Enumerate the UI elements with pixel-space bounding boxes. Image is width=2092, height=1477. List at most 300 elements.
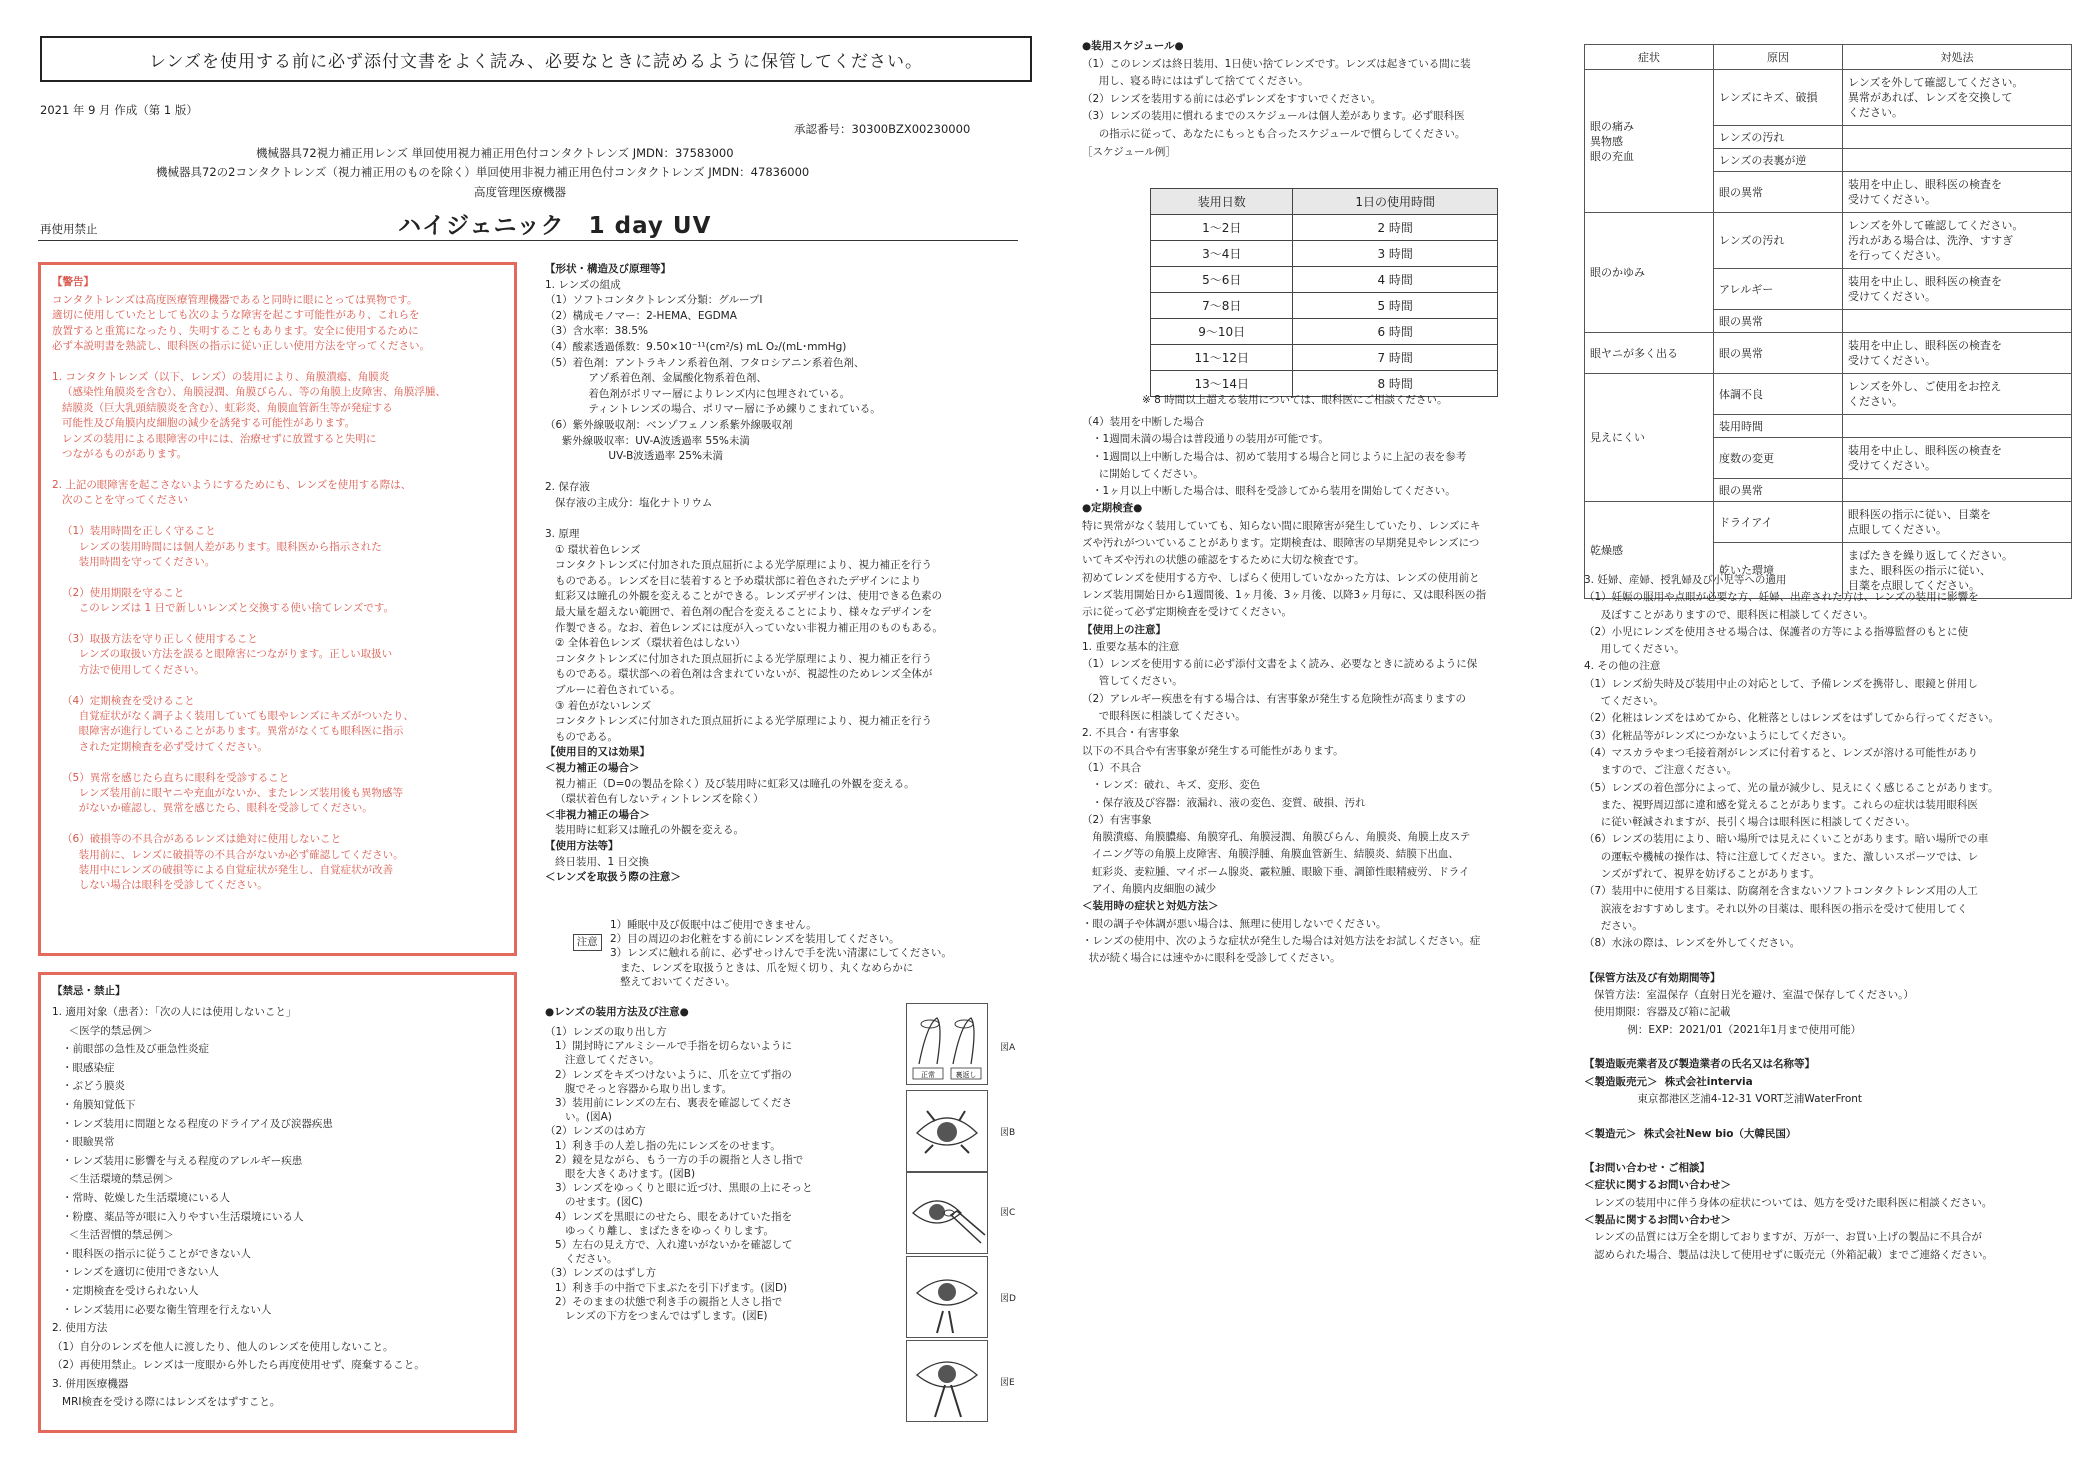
structure-line: ブルーに着色されている。 [545,684,681,697]
action-cell [1843,149,2072,172]
cause-cell: レンズの汚れ [1714,213,1843,269]
caution-line: また、レンズを取扱うときは、爪を短く切り、丸くなめらかに [610,961,914,974]
other-line: （5）レンズの着色部分によって、光の量が減少し、見えにくく感じることがあります。 [1584,781,1999,794]
structure-line: 【使用方法等】 [545,839,619,852]
structure-line: （環状着色有しないティントレンズを除く） [545,793,764,806]
warning-line [52,817,446,832]
schedule-intro [1082,38,1471,161]
cause-cell: レンズの表裏が逆 [1714,149,1843,172]
structure-line: 保存液の主成分：塩化ナトリウム [545,496,713,509]
figure-e [906,1340,988,1422]
other-line: 【お問い合わせ・ご相談】 [1584,1162,1710,1175]
action-cell [1843,479,2072,502]
other-line: （7）装用中に使用する目薬は、防腐剤を含まないソフトコンタクトレンズ用の人工 [1584,885,1978,898]
wear-line: 眼を大きくあけます。(図B) [545,1168,696,1181]
warning-line [52,509,446,524]
schedule-cell: 5～6日 [1151,267,1293,293]
other-line: （2）小児にレンズを使用させる場合は、保護者の方等による指導監督のもとに使 [1584,625,1969,638]
precaution-line: 管してください。 [1082,675,1183,688]
wear-line: 5）左右の見え方で、入れ違いがないかを確認して [545,1239,793,1252]
schedule-line: 用し、寝る時にははずして捨ててください。 [1082,75,1309,88]
symptom-row [1585,333,2072,374]
caution-line: 整えておいてください。 [610,975,736,988]
structure-line: 【使用目的又は効果】 [545,746,650,759]
structure-line: 着色剤がポリマー層によりレンズ内に包埋されている。 [545,387,851,400]
other-line: 認められた場合、製品は決して使用せずに販売元（外箱記載）までご連絡ください。 [1584,1248,1994,1261]
wear-line: 2）そのままの状態で利き手の親指と人さし指で [545,1295,783,1308]
precaution-line: （1）レンズを使用する前に必ず添付文書をよく読み、必要なときに読めるように保 [1082,658,1478,671]
schedule-cell: 2 時間 [1293,215,1498,241]
lens-check-illustration [907,1004,987,1084]
precaution-line: ・レンズ：破れ、キズ、変形、変色 [1082,779,1261,792]
precaution-line: に開始してください。 [1082,467,1204,480]
precaution-line: ・1ヶ月以上中断した場合は、眼科を受診してから装用を開始してください。 [1082,485,1456,498]
warning-title: 【警告】 [52,276,94,288]
structure-line: ＜視力補正の場合＞ [545,762,640,774]
precaution-line: イニング等の角膜上皮障害、角膜浮腫、角膜血管新生、結膜炎、結膜下出血、 [1082,848,1459,861]
warning-line [52,678,446,693]
figure-a [906,1003,988,1085]
caution-line: 2）目の周辺のお化粧をする前にレンズを装用してください。 [610,933,900,946]
precaution-line: （1）不具合 [1082,761,1142,774]
other-line: また、視野周辺部に違和感を覚えることがあります。これらの症状は装用眼科医 [1584,798,1978,811]
cause-cell: レンズにキズ、破損 [1714,70,1843,126]
warning-text [52,293,446,894]
jmdn-line-1: 機械器具72視力補正用レンズ 単回使用視力補正用色付コンタクトレンズ JMDN：37583000 [256,146,734,160]
schedule-line: （2）レンズを装用する前には必ずレンズをすすいでください。 [1082,92,1382,105]
action-cell: レンズを外して確認してください。 汚れがある場合は、洗浄、すすぎ を行ってください。 [1843,213,2072,269]
wear-line: 1）利き手の人差し指の先にレンズをのせます。 [545,1139,781,1152]
structure-line: 作製できる。なお、着色レンズには度が入っていない非視力補正用のものもある。 [545,621,943,634]
prohibition-line: ・ぶどう膜炎 [52,1080,126,1093]
schedule-row [1151,267,1498,293]
other-line: （8）水泳の際は、レンズを外してください。 [1584,937,1801,950]
precaution-line: で眼科医に相談してください。 [1082,710,1246,723]
prohibition-line: ・レンズを適切に使用できない人 [52,1266,219,1279]
schedule-head-days: 装用日数 [1151,189,1293,215]
symptom-head: 症状 [1585,45,1714,70]
cause-head: 原因 [1714,45,1843,70]
structure-line: 3. 原理 [545,528,580,541]
action-head: 対処法 [1843,45,2072,70]
wear-line: 3）レンズをゆっくりと眼に近づけ、黒眼の上にそっと [545,1182,813,1195]
prohibition-line: ・粉塵、薬品等が眼に入りやすい生活環境にいる人 [52,1210,304,1223]
other-line: 用してください。 [1584,643,1685,656]
schedule-head-hours: 1日の使用時間 [1293,189,1498,215]
schedule-cell: 11～12日 [1151,345,1293,371]
other-line: 使用期限：容器及び箱に記載 [1584,1006,1731,1019]
warning-line: 1. コンタクトレンズ（以下、レンズ）の装用により、角膜潰瘍、角膜炎 [52,371,390,384]
wear-line: 注意してください。 [545,1054,660,1067]
other-line: ださい。 [1584,919,1643,932]
other-line: 【保管方法及び有効期間等】 [1584,971,1721,984]
structure-line: 虹彩又は瞳孔の外観を変えることができる。レンズデザインは、使用できる色素の [545,590,942,603]
precaution-line: 以下の不具合や有害事象が発生する可能性があります。 [1082,744,1344,757]
structure-line: （5）着色剤：アントラキノン系着色剤、フタロシアニン系着色剤、 [545,356,865,369]
wear-line: 4）レンズを黒眼にのせたら、眼をあけていた指を [545,1210,793,1223]
warning-line: レンズの取扱い方法を誤ると眼障害につながります。正しい取扱い [52,648,393,661]
warning-line: 装用中にレンズの破損等による自覚症状が発生し、自覚症状が改善 [52,864,394,877]
warning-line: 装用前に、レンズに破損等の不具合がないか必ず確認してください。 [52,848,404,861]
warning-line: 次のことを守ってください [52,494,189,507]
other-line: に従い軽減されますが、長引く場合は眼科医に相談してください。 [1584,816,1916,829]
action-cell: レンズを外して確認してください。 異常があれば、レンズを交換して ください。 [1843,70,2072,126]
structure-line: ものである。レンズを目に装着すると予め環状部に着色されたデザインにより [545,574,922,587]
structure-line [545,512,943,528]
wear-line: 1）利き手の中指で下まぶたを引下げます。(図D) [545,1281,788,1294]
figure-d [906,1256,988,1338]
prohibition-title: 【禁忌・禁止】 [52,985,126,997]
warning-line: しない場合は眼科を受診してください。 [52,879,268,892]
figure-d-label: 図D [1000,1294,1016,1304]
wear-line: （3）レンズのはずし方 [545,1267,657,1280]
structure-line: ＜レンズを取扱う際の注意＞ [545,871,681,884]
warning-line: 放置すると重篤になったり、失明することもあります。安全に使用するために [52,324,419,337]
other-line [1584,1108,1999,1125]
warning-line: 眼障害が進行していることがあります。異常がなくても眼科医に指示 [52,725,404,738]
warning-line: 方法で使用してください。 [52,663,205,676]
action-cell: 装用を中止し、眼科医の検査を 受けてください。 [1843,333,2072,374]
header-rule [38,240,1018,241]
action-cell [1843,415,2072,438]
action-cell: レンズを外し、ご使用をお控え ください。 [1843,374,2072,415]
warning-line [52,617,446,632]
other-line: 涙液をおすすめします。それ以外の目薬は、眼科医の指示を受けて使用してく [1584,902,1968,915]
precaution-line: ●定期検査● [1082,502,1143,515]
precaution-line: レンズ装用開始日から1週間後、1ヶ月後、3ヶ月後、以降3ヶ月毎に、又は眼科医の指 [1082,588,1487,601]
schedule-cell: 3～4日 [1151,241,1293,267]
schedule-line: ［スケジュール例］ [1082,145,1176,158]
warning-line: つながるものがあります。 [52,448,188,461]
structure-line: コンタクトレンズに付加された頂点屈折による光学原理により、視力補正を行う [545,559,933,572]
pull-eyelid-illustration [907,1257,987,1337]
caution-line: 1）睡眠中及び仮眠中はご使用できません。 [610,919,817,931]
prohibition-line: ・常時、乾燥した生活環境にいる人 [52,1191,231,1204]
caution-tag-label: 注意 [573,934,602,952]
no-reuse-label: 再使用禁止 [40,222,98,236]
other-line: ＜製造元＞ 株式会社New bio（大韓民国） [1584,1127,1797,1140]
warning-line [52,755,446,770]
action-cell [1843,126,2072,149]
cause-cell: 眼の異常 [1714,172,1843,213]
other-line: ンズがずれて、視界を妨げることがあります。 [1584,868,1820,881]
caution-list [610,918,952,989]
fig-a-inverted: 裏返し [955,1071,977,1079]
other-line: （4）マスカラやまつ毛接着剤がレンズに付着すると、レンズが溶ける可能性があり [1584,746,1979,759]
symptom-cell: 眼の痛み 異物感 眼の充血 [1585,70,1714,213]
schedule-row [1151,241,1498,267]
cause-cell: 度数の変更 [1714,438,1843,479]
precaution-line: 初めてレンズを使用する方や、しばらく使用していなかった方は、レンズの使用前と [1082,571,1480,584]
prohibition-line: ・レンズ装用に必要な衛生管理を行えない人 [52,1303,272,1316]
warning-line: 自覚症状がなく調子よく装用していても眼やレンズにキズがついたり、 [52,709,414,722]
product-title: ハイジェニック 1 day UV [398,213,712,239]
precaution-line: アイ、角膜内皮細胞の減少 [1082,883,1217,896]
fig-a-normal: 正常 [921,1071,935,1079]
symptom-cell: 乾燥感 [1585,502,1714,599]
schedule-cell: 13～14日 [1151,371,1293,397]
warning-line: 結膜炎（巨大乳頭結膜炎を含む）、虹彩炎、角膜血管新生等が発症する [52,401,393,414]
symptom-cell: 眼ヤニが多く出る [1585,333,1714,374]
prohibition-text [52,1003,425,1412]
schedule-note: ※ 8 時間以上超える装用については、眼科医にご相談ください。 [1142,394,1448,406]
structure-line: （2）構成モノマー：2-HEMA、EGDMA [545,309,737,322]
warning-line: （4）定期検査を受けること [52,694,195,707]
cause-cell: 眼の異常 [1714,333,1843,374]
other-line: ＜製造販売元＞ 株式会社intervia [1584,1075,1753,1088]
figure-c [906,1172,988,1254]
wear-line: 腹でそっと容器から取り出します。 [545,1082,733,1095]
prohibition-line: MRI検査を受ける際にはレンズをはずすこと。 [52,1396,281,1409]
warning-line: がないか確認し、異常を感じたら、眼科を受診してください。 [52,802,373,815]
wear-line: 3）装用前にレンズの左右、裏表を確認してくださ [545,1097,793,1110]
structure-section [545,262,943,886]
schedule-line: ●装用スケジュール● [1082,40,1184,52]
warning-line: （1）装用時間を正しく守ること [52,525,216,538]
prohibition-line: ・レンズ装用に問題となる程度のドライアイ及び涙器疾患 [52,1117,333,1130]
precaution-line: 特に異常がなく装用していても、知らない間に眼障害が発生していたり、レンズにキ [1082,519,1481,532]
action-cell: 装用を中止し、眼科医の検査を 受けてください。 [1843,172,2072,213]
cause-cell: レンズの汚れ [1714,126,1843,149]
schedule-cell: 6 時間 [1293,319,1498,345]
other-line: 【製造販売業者及び製造業者の氏名又は名称等】 [1584,1058,1815,1071]
schedule-cell: 7～8日 [1151,293,1293,319]
prohibition-line: ＜生活環境的禁忌例＞ [52,1173,174,1186]
warning-line: 可能性及び角膜内皮細胞の減少を誘発する可能性があります。 [52,417,356,430]
precaution-line: 【使用上の注意】 [1082,623,1166,636]
other-line: （1）レンズ紛失時及び装用中止の対応として、予備レンズを携帯し、眼鏡と併用し [1584,677,1978,690]
precaution-line: （2）有害事象 [1082,813,1152,826]
symptom-cell: 見えにくい [1585,374,1714,502]
structure-line: （3）含水率：38.5% [545,325,649,338]
approval-number: 承認番号：30300BZX00230000 [794,122,971,136]
device-class: 高度管理医療機器 [474,185,566,199]
symptom-row [1585,502,2072,543]
other-line: ますので、ご注意ください。 [1584,764,1737,777]
other-line: 4. その他の注意 [1584,660,1661,673]
prohibition-line: 1. 適用対象（患者）：「次の人には使用しないこと」 [52,1006,297,1018]
structure-line: ③ 着色がないレンズ [545,699,652,712]
structure-line: ＜非視力補正の場合＞ [545,808,650,821]
structure-line: アゾ系着色剤、金属酸化物系着色剤、 [545,372,767,385]
warning-line: された定期検査を必ず受けてください。 [52,740,268,753]
schedule-cell: 3 時間 [1293,241,1498,267]
prohibition-line: （1）自分のレンズを他人に渡したり、他人のレンズを使用しないこと。 [52,1340,394,1353]
schedule-row [1151,319,1498,345]
warning-line [52,570,446,585]
prohibition-line: ・前眼部の急性及び亜急性炎症 [52,1043,210,1056]
warning-line: このレンズは 1 日で新しいレンズと交換する使い捨てレンズです。 [52,602,394,615]
other-line: てください。 [1584,695,1664,708]
other-line: レンズの装用中に伴う身体の症状については、処方を受けた眼科医に相談ください。 [1584,1196,1993,1209]
symptom-table [1584,44,2072,599]
insert-lens-illustration [907,1173,987,1253]
structure-line: ものである。 [545,730,619,743]
other-line: （6）レンズの装用により、暗い場所では見えにくいことがあります。暗い場所での車 [1584,833,1989,846]
precaution-line: ズや汚れがついていることがあります。定期検査は、眼障害の早期発見やレンズにつ [1082,537,1480,550]
warning-line: （6）破損等の不具合があるレンズは絶対に使用しないこと [52,833,342,846]
structure-line: コンタクトレンズに付加された頂点屈折による光学原理により、視力補正を行う [545,715,933,728]
wear-line: 1）開封時にアルミシールで手指を切らないように [545,1040,793,1053]
wear-line: （1）レンズの取り出し方 [545,1026,667,1038]
schedule-cell: 9～10日 [1151,319,1293,345]
wear-line: （2）レンズのはめ方 [545,1125,646,1138]
structure-line: 装用時に虹彩又は瞳孔の外観を変える。 [545,824,745,837]
other-line: （3）化粧品等がレンズにつかないようにしてください。 [1584,729,1853,742]
figure-a-label: 図A [1000,1043,1016,1053]
action-cell [1843,310,2072,333]
prohibition-line: 2. 使用方法 [52,1322,108,1335]
remove-lens-illustration [907,1341,987,1421]
precaution-line: いてキズや汚れの状態の確認をするために大切な検査です。 [1082,554,1365,567]
warning-line [52,462,446,477]
cause-cell: ドライアイ [1714,502,1843,543]
schedule-row [1151,345,1498,371]
precaution-line: （4）装用を中断した場合 [1082,416,1205,428]
structure-line: （1）ソフトコンタクトレンズ分類：グループⅠ [545,294,763,307]
symptom-cell: 眼のかゆみ [1585,213,1714,333]
other-line: ＜症状に関するお問い合わせ＞ [1584,1179,1731,1192]
warning-line: レンズの装用による眼障害の中には、治療せずに放置すると失明に [52,432,377,445]
wear-line: レンズの下方をつまんではずします。(図E) [545,1310,768,1323]
structure-line: 1. レンズの組成 [545,278,621,291]
prohibition-line: ・角膜知覚低下 [52,1098,136,1111]
warning-line: 装用時間を守ってください。 [52,555,216,568]
figure-e-label: 図E [1000,1378,1015,1388]
other-line [1584,953,1999,970]
precaution-line: 2. 不具合・有害事象 [1082,727,1180,740]
cause-cell: 眼の異常 [1714,310,1843,333]
structure-line: （4）酸素透過係数：9.50×10⁻¹¹(cm²/s) mL O₂/(mL･mmHg) [545,340,847,353]
issue-date: 2021 年 9 月 作成（第 1 版） [40,103,198,117]
cause-cell: アレルギー [1714,269,1843,310]
wear-line: い。(図A) [545,1111,612,1124]
precaution-line: ・眼の調子や体調が悪い場合は、無理に使用しないでください。 [1082,917,1387,930]
symptom-row [1585,213,2072,269]
other-line: 東京都港区芝浦4-12-31 VORT芝浦WaterFront [1584,1092,1863,1105]
wear-instructions [545,1025,813,1323]
cause-cell: 眼の異常 [1714,479,1843,502]
other-line: 例：EXP：2021/01（2021年1月まで使用可能） [1584,1023,1862,1036]
precaution-line: 虹彩炎、麦粒腫、マイボーム腺炎、霰粒腫、眼瞼下垂、調節性眼精疲労、ドライ [1082,865,1470,878]
structure-line: 【形状・構造及び原理等】 [545,263,671,275]
action-cell: 眼科医の指示に従い、目薬を 点眼してください。 [1843,502,2072,543]
warning-line: レンズの装用時間には個人差があります。眼科医から指示された [52,540,382,553]
structure-line: ものである。環状部への着色剤は含まれていないが、視認性のためレンズ全体が [545,668,933,681]
open-eye-illustration [907,1091,987,1171]
notice-text: レンズを使用する前に必ず添付文書をよく読み、必要なときに読めるように保管してください。 [148,51,924,72]
warning-line: レンズ装用前に眼ヤニや充血がないか、またレンズ装用後も異物感等 [52,787,404,799]
prohibition-line: ・定期検査を受けられない人 [52,1284,199,1297]
other-line: 保管方法：室温保存（直射日光を避け、室温で保存してください。） [1584,989,1914,1002]
jmdn-line-2: 機械器具72の2コンタクトレンズ（視力補正用のものを除く）単回使用非視力補正用色付コンタクトレンズ JMDN：47836000 [156,165,810,179]
precaution-line: 1. 重要な基本的注意 [1082,640,1180,653]
symptom-row [1585,70,2072,126]
precaution-line: ・1週間未満の場合は普段通りの装用が可能です。 [1082,433,1329,446]
warning-line: （2）使用期限を守ること [52,586,185,599]
precaution-line: ・1週間以上中断した場合は、初めて装用する場合と同じように上記の表を参考 [1082,450,1467,463]
other-line: 3. 妊婦、産婦、授乳婦及び小児等への適用 [1584,574,1787,586]
precaution-line: 状が続く場合には速やかに眼科を受診してください。 [1082,952,1341,965]
structure-line: 2. 保存液 [545,481,590,494]
figure-c-label: 図C [1000,1208,1016,1218]
wear-line: ください。 [545,1253,618,1266]
cause-cell: 乾いた環境 [1714,543,1843,599]
other-precautions [1584,572,1999,1264]
precaution-line: （2）アレルギー疾患を有する場合は、有害事象が発生する危険性が高まりますの [1082,692,1466,705]
schedule-row [1151,293,1498,319]
structure-line: ① 環状着色レンズ [545,543,641,556]
other-line: （2）化粧はレンズをはめてから、化粧落としはレンズをはずしてから行ってください。 [1584,712,2000,725]
usage-precautions [1082,414,1486,968]
structure-line [545,465,943,481]
warning-line: （3）取扱方法を守り正しく使用すること [52,632,258,645]
precaution-line: 角膜潰瘍、角膜膿瘍、角膜穿孔、角膜浸潤、角膜びらん、角膜炎、角膜上皮ステ [1082,831,1471,844]
schedule-cell: 7 時間 [1293,345,1498,371]
cause-cell: 体調不良 [1714,374,1843,415]
schedule-row [1151,215,1498,241]
wear-line: 2）鏡を見ながら、もう一方の手の親指と人さし指で [545,1153,804,1166]
action-cell: まばたきを繰り返してください。 また、眼科医の指示に従い、 目薬を点眼してください。 [1843,543,2072,599]
symptom-row [1585,374,2072,415]
structure-line: ティントレンズの場合、ポリマー層に予め練りこまれている。 [545,403,881,416]
structure-line: 紫外線吸収率：UV-A波透過率 55%未満 [545,434,750,447]
figure-b [906,1090,988,1172]
action-cell: 装用を中止し、眼科医の検査を 受けてください。 [1843,438,2072,479]
schedule-cell: 8 時間 [1293,371,1498,397]
caution-line: 3）レンズに触れる前に、必ずせっけんで手を洗い清潔にしてください。 [610,947,952,960]
prohibition-line: ・眼瞼異常 [52,1136,115,1149]
warning-line: （感染性角膜炎を含む）、角膜浸潤、角膜びらん、等の角膜上皮障害、角膜浮腫、 [52,386,446,399]
wear-line: 2）レンズをキズつけないように、爪を立てず指の [545,1068,792,1081]
structure-line: コンタクトレンズに付加された頂点屈折による光学原理により、視力補正を行う [545,652,933,665]
precaution-line: ・保存液及び容器：液漏れ、液の変色、変質、破損、汚れ [1082,796,1366,809]
schedule-line: の指示に従って、あなたにもっとも合ったスケジュールで慣らしてください。 [1082,127,1466,140]
structure-line: 視力補正（D=0の製品を除く）及び装用時に虹彩又は瞳孔の外観を変える。 [545,777,915,790]
warning-line [52,355,446,370]
schedule-line: （1）このレンズは終日装用、1日使い捨てレンズです。レンズは起きている間に装 [1082,57,1471,70]
prohibition-line: ・レンズ装用に影響を与える程度のアレルギー疾患 [52,1154,303,1167]
action-cell: 装用を中止し、眼科医の検査を 受けてください。 [1843,269,2072,310]
wear-line: ゆっくり離し、まばたきをゆっくりします。 [545,1224,774,1237]
schedule-cell: 1～2日 [1151,215,1293,241]
schedule-cell: 4 時間 [1293,267,1498,293]
prohibition-line: （2）再使用禁止。レンズは一度眼から外したら再度使用せず、廃棄すること。 [52,1359,425,1372]
schedule-cell: 5 時間 [1293,293,1498,319]
other-line: （1）妊娠の服用や点眼が必要な方、妊婦、出産された方は、レンズの装用に影響を [1584,591,1979,604]
other-line: 及ぼすことがありますので、眼科医に相談してください。 [1584,608,1874,621]
precaution-line: ＜装用時の症状と対処方法＞ [1082,900,1219,913]
structure-line: （6）紫外線吸収剤：ベンゾフェノン系紫外線吸収剤 [545,418,793,431]
caution-tag [566,918,602,951]
schedule-line: （3）レンズの装用に慣れるまでのスケジュールは個人差があります。必ず眼科医 [1082,110,1465,123]
warning-line: 必ず本説明書を熟読し、眼科医の指示に従い正しい使用方法を守ってください。 [52,340,430,353]
warning-line: 適切に使用していたとしても次のような障害を起こす可能性があり、これらを [52,309,420,322]
precaution-line: ・レンズの使用中、次のような症状が発生した場合は対処方法をお試しください。症 [1082,934,1481,947]
warning-line: （5）異常を感じたら直ちに眼科を受診すること [52,771,290,784]
other-line: の運転や機械の操作は、特に注意してください。また、激しいスポーツでは、レ [1584,850,1979,863]
structure-line: 終日装用、1 日交換 [545,855,650,868]
structure-line: UV-B波透過率 25%未満 [545,450,723,463]
wear-title: ●レンズの装用方法及び注意● [545,1006,689,1018]
precaution-line: 示に従って必ず定期検査を受けてください。 [1082,606,1292,619]
other-line [1584,1039,1999,1056]
notice-banner [40,36,1032,82]
other-line: ＜製品に関するお問い合わせ＞ [1584,1213,1731,1226]
prohibition-line: ・眼感染症 [52,1061,115,1074]
prohibition-line: ＜医学的禁忌例＞ [52,1024,153,1037]
prohibition-line: ・眼科医の指示に従うことができない人 [52,1247,252,1260]
